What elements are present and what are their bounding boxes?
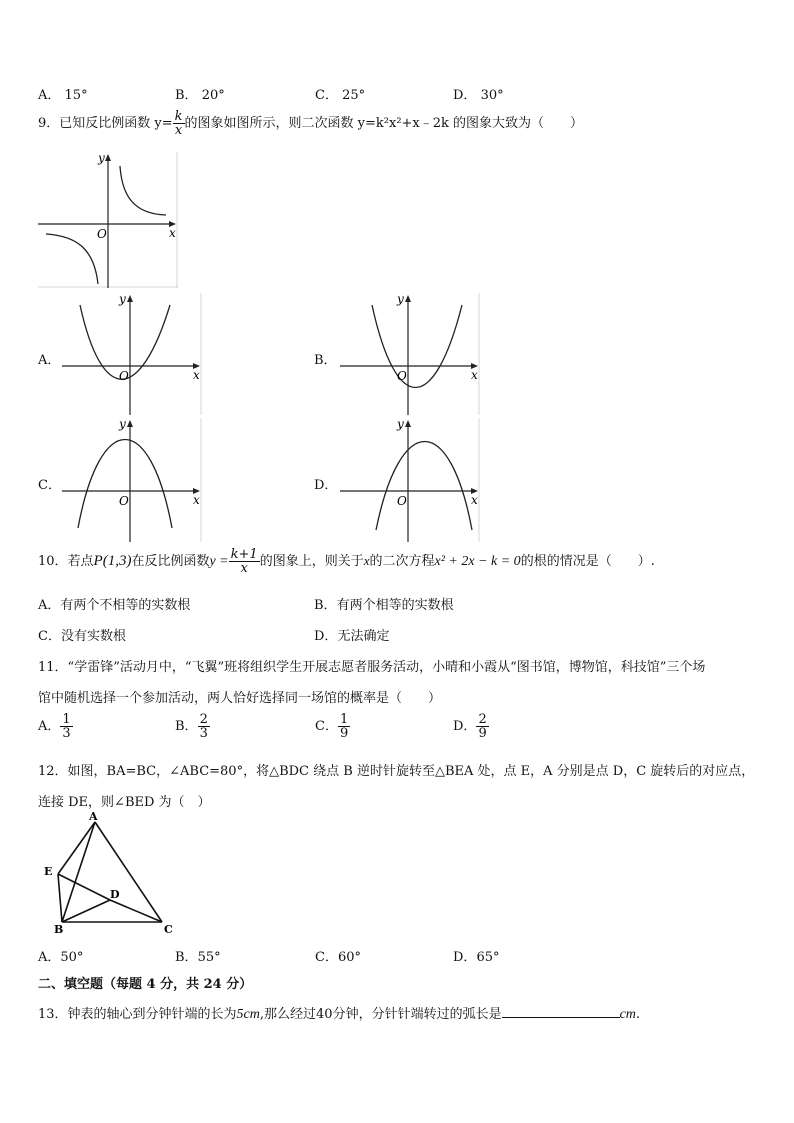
q10-fraction: $\frac{k+1}{x}$ <box>230 547 258 576</box>
q8-option-d: D． 30° <box>453 88 504 103</box>
y-label: y <box>98 152 105 165</box>
q10-option-c: C．没有实数根 <box>38 629 126 644</box>
point-d-label: D <box>110 888 120 901</box>
answer-blank[interactable] <box>502 1005 620 1018</box>
svg-text:y: y <box>397 293 404 306</box>
q9-reference-graph <box>38 152 178 288</box>
parabola-down <box>376 442 472 531</box>
q12-option-b: B．55° <box>175 950 221 965</box>
q9-option-b-label: B． <box>314 353 337 368</box>
q8-option-c: C． 25° <box>315 88 366 103</box>
q13-stem: 13．钟表的轴心到分钟针端的长为5cm,那么经过40分钟，分针针端转过的弧长是 cm. <box>38 1007 641 1022</box>
point-a-label: A <box>89 812 98 823</box>
parabola-up <box>372 305 462 388</box>
svg-text:x: x <box>193 368 200 382</box>
q11-option-a: A． $\frac{1}{3}$ <box>38 712 71 741</box>
q11-option-b: B． $\frac{2}{3}$ <box>175 712 208 741</box>
q9-stem: 9．已知反比例函数 y= $\frac{k}{x}$ 的图象如图所示，则二次函数 y=k²x²+x﹣2k 的图象大致为（ ） <box>38 109 584 138</box>
hyperbola-branch-2 <box>46 234 98 284</box>
origin-label: O <box>97 227 107 241</box>
q10-equation: x² + 2x − k = 0 <box>434 554 521 569</box>
q10-option-a: A．有两个不相等的实数根 <box>38 598 191 613</box>
point-b-label: B <box>54 923 64 936</box>
q12-option-a: A．50° <box>38 950 84 965</box>
svg-text:O: O <box>119 369 129 383</box>
parabola-down <box>78 440 172 529</box>
q12-line-2: 连接 DE，则∠BED 为（ ） <box>38 795 211 810</box>
q8-option-b: B． 20° <box>175 88 225 103</box>
svg-text:y: y <box>119 418 126 431</box>
point-c-label: C <box>164 923 173 936</box>
svg-text:y: y <box>119 293 126 306</box>
q11-line-2: 馆中随机选择一个参加活动，两人恰好选择同一场馆的概率是（ ） <box>38 691 442 706</box>
q8-option-a: A． 15° <box>38 88 88 103</box>
q11-line-1: 11．“学雷锋”活动月中，“飞翼”班将组织学生开展志愿者服务活动，小晴和小霞从“图书馆，博物馆，科技馆”三个场 <box>38 660 706 675</box>
q10-option-b: B．有两个相等的实数根 <box>314 598 454 613</box>
q9-option-d-label: D． <box>314 478 338 493</box>
svg-text:O: O <box>397 369 407 383</box>
q11-option-d: D． $\frac{2}{9}$ <box>453 712 487 741</box>
q9-option-b-graph <box>338 293 480 415</box>
svg-text:x: x <box>193 493 200 507</box>
q10-stem: 10．若点P(1,3)在反比例函数y = $\frac{k+1}{x}$ 的图象上，则关于x的二次方程x² + 2x − k = 0的根的情况是（ ）. <box>38 547 655 576</box>
q12-option-d: D．65° <box>453 950 500 965</box>
q9-option-c-graph <box>60 418 202 542</box>
q9-option-d-graph <box>338 418 480 542</box>
x-label: x <box>169 226 176 240</box>
q11-option-c: C． $\frac{1}{9}$ <box>315 712 349 741</box>
q10-option-d: D．无法确定 <box>314 629 390 644</box>
q12-triangle-figure <box>40 812 180 938</box>
section-2-heading: 二、填空题（每题 4 分，共 24 分） <box>38 977 253 992</box>
point-e-label: E <box>44 865 53 878</box>
q9-option-c-label: C． <box>38 478 61 493</box>
hyperbola-branch-1 <box>120 166 166 215</box>
q12-option-c: C．60° <box>315 950 361 965</box>
q10-point: P(1,3) <box>93 553 132 569</box>
svg-text:O: O <box>397 494 407 508</box>
svg-text:O: O <box>119 494 129 508</box>
q9-option-a-graph <box>60 293 202 415</box>
svg-text:y: y <box>397 418 404 431</box>
q9-fraction: $\frac{k}{x}$ <box>174 109 183 138</box>
q9-option-a-label: A． <box>38 353 61 368</box>
q12-line-1: 12．如图，BA=BC，∠ABC=80°，将△BDC 绕点 B 逆时针旋转至△BEA 处，点 E，A 分别是点 D，C 旋转后的对应点， <box>38 764 755 779</box>
svg-text:x: x <box>471 368 478 382</box>
svg-text:x: x <box>471 493 478 507</box>
